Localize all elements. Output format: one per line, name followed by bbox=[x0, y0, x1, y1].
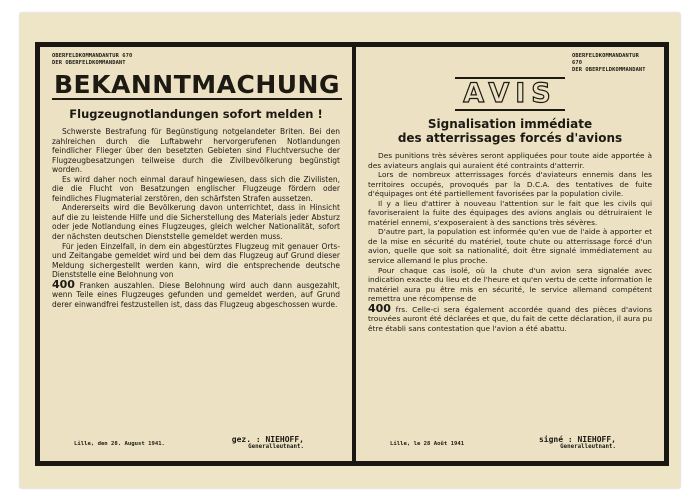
german-paragraph-4-a: Für jeden Einzelfall, in dem ein abgestürztes Flugzeug mit genauer Orts- und Zeitangabe gemeldet wird und bei dem das Flugzeug auf Grund dieser Meldung sichergestellt werden kann, wird die entsprechende deutsche Dienststelle eine Belohnung von bbox=[52, 241, 340, 280]
french-header-line2: DER OBERFELDKOMMANDANT bbox=[572, 67, 646, 73]
german-header-line1: OBERFELDKOMMANDANTUR 670 bbox=[52, 53, 133, 59]
german-rank: Generalleutnant. bbox=[248, 444, 304, 450]
french-signature: signé : NIEHOFF, bbox=[538, 435, 616, 444]
german-paragraph-2: Es wird daher noch einmal darauf hingewiesen, dass sich die Zivilisten, die die Flucht von Besatzungen englischer Flugzeuge fördern oder feindliches Flugmaterial zerstören, den schärfsten Strafen aussetzen. bbox=[52, 174, 340, 203]
french-reward-amount: 400 bbox=[368, 301, 391, 315]
german-header-line2: DER OBERFELDKOMMANDANT bbox=[52, 60, 126, 66]
french-paragraph-5-a: Pour chaque cas isolé, où la chute d'un avion sera signalée avec indication exacte du lieu et de l'heure et qu'en vertu de cette information le matériel aura pu être mis en sécurité, le service allemand compétent remettra une récompense de bbox=[368, 265, 652, 304]
german-signature: gez. : NIEHOFF, bbox=[231, 435, 304, 444]
german-paragraph-4-b: Franken auszahlen. Diese Belohnung wird auch dann ausgezahlt, wenn Teile eines Flugzeuges gefunden und gemeldet werden, auf Grund derer einwandfrei festzustellen ist, dass das Flugzeug abgeschossen wurde. bbox=[52, 280, 340, 309]
french-rank: Generalleutnant. bbox=[560, 444, 616, 450]
french-subtitle-line1: Signalisation immédiate bbox=[427, 117, 593, 131]
french-paragraph-5 bbox=[368, 266, 652, 334]
french-title bbox=[368, 77, 652, 111]
french-paragraph-1: Des punitions très sévères seront appliquées pour toute aide apportée à des aviateurs anglais qui auraient été contraints d'atterrir. bbox=[368, 151, 652, 170]
german-signature-block bbox=[232, 435, 304, 451]
german-body bbox=[52, 127, 340, 309]
french-place-date: Lille, le 28 Août 1941 bbox=[390, 441, 465, 447]
german-title bbox=[52, 71, 340, 100]
french-title-text: AVIS bbox=[455, 77, 564, 111]
poster bbox=[20, 13, 680, 488]
german-reward-amount: 400 bbox=[52, 277, 75, 291]
french-paragraph-2: Lors de nombreux atterrissages forcés d'aviateurs ennemis dans les territoires occupés, provoqués par la D.C.A. des tentatives de fuite d'équipages ont été partiellement favorisées par la population civile. bbox=[368, 170, 652, 199]
german-title-text: BEKANNTMACHUNG bbox=[54, 70, 340, 99]
german-header bbox=[52, 53, 340, 67]
german-place-date: Lille, den 28. August 1941. bbox=[74, 441, 165, 447]
poster-frame bbox=[35, 42, 669, 466]
german-paragraph-3: Andererseits wird die Bevölkerung davon unterrichtet, dass in Hinsicht auf die zu leistende Hilfe und die Sicherstellung des Materials jeder Absturz oder jede Notlandung eines Flugzeuges, gleich welcher Nationalität, sofort der nächsten deutschen Dienststelle gemeldet werden muss. bbox=[52, 203, 340, 242]
french-paragraph-3: Il y a lieu d'attirer à nouveau l'attention sur le fait que les civils qui favoriseraient la fuite des équipages des avions anglais ou détruiraient le matériel ennemi, s'exposeraient à des sanctions très sévères. bbox=[368, 198, 652, 227]
french-paragraph-4: D'autre part, la population est informée qu'en vue de l'aide à apporter et de la mise en sécurité du matériel, toute chute ou atterrissage forcé d'un avion, quelle que soit sa nationalité, doit être signalé immédiatement au service allemand le plus proche. bbox=[368, 227, 652, 266]
german-paragraph-1: Schwerste Bestrafung für Begünstigung notgelandeter Briten. Bei den zahlreichen durch die Luftabwehr hervorgerufenen Notlandungen feindlicher Flieger über den besetzten Gebieten sind Fluchtversuche der Flugzeugbesatzungen teilweise durch die Zivilbevölkerung begünstigt worden. bbox=[52, 127, 340, 175]
german-subtitle: Flugzeugnotlandungen sofort melden ! bbox=[69, 107, 323, 121]
french-signature-block bbox=[539, 435, 616, 451]
french-subtitle bbox=[368, 117, 652, 145]
french-paragraph-5-b: frs. Celle-ci sera également accordée quand des pièces d'avions trouvées auront été déclarées et que, du fait de cette déclaration, il aura pu être établi sans contestation que l'avion a été abattu. bbox=[368, 304, 652, 333]
german-paragraph-4 bbox=[52, 242, 340, 310]
german-notice-panel bbox=[40, 47, 352, 461]
french-header bbox=[572, 53, 652, 74]
french-subtitle-line2: des atterrissages forcés d'avions bbox=[397, 131, 623, 145]
french-notice-panel bbox=[356, 47, 664, 461]
french-header-line1: OBERFELDKOMMANDANTUR 670 bbox=[572, 53, 639, 66]
french-body bbox=[368, 151, 652, 333]
